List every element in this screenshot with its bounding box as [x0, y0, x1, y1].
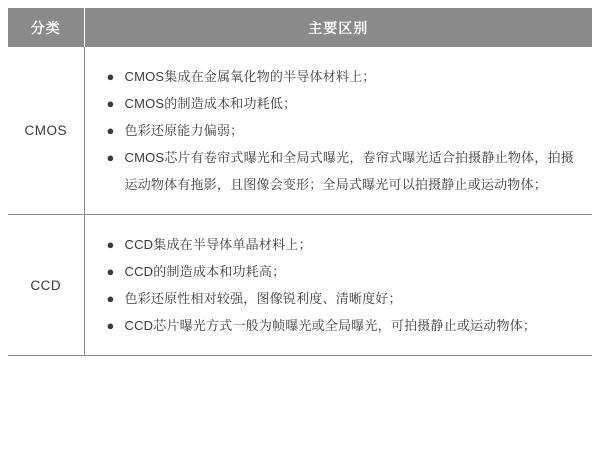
bullet-list-ccd	[107, 231, 575, 339]
bullet-icon: ●	[106, 96, 115, 111]
list-item-text: CCD芯片曝光方式一般为帧曝光或全局曝光，可拍摄静止或运动物体；	[124, 318, 537, 333]
table-row	[8, 47, 592, 215]
list-item	[107, 231, 575, 258]
list-item	[107, 144, 575, 198]
list-item	[107, 285, 575, 312]
list-item-text: 色彩还原能力偏弱；	[124, 123, 244, 138]
list-item-text: CMOS的制造成本和功耗低；	[124, 96, 297, 111]
row-details-cmos	[84, 47, 592, 215]
list-item-text: CMOS集成在金属氧化物的半导体材料上；	[124, 69, 376, 84]
column-header-category: 分类	[8, 9, 84, 48]
bullet-list-cmos	[107, 63, 575, 198]
table-body	[8, 47, 592, 356]
table-row	[8, 215, 592, 356]
column-header-difference: 主要区别	[84, 9, 592, 48]
bullet-icon: ●	[106, 291, 115, 306]
list-item	[107, 117, 575, 144]
list-item-text: 色彩还原性相对较强，图像锐利度、清晰度好；	[124, 291, 402, 306]
list-item	[107, 63, 575, 90]
row-details-ccd	[84, 215, 592, 356]
bullet-icon: ●	[106, 69, 115, 84]
bullet-icon: ●	[106, 264, 115, 279]
table-header	[8, 9, 592, 48]
list-item	[107, 258, 575, 285]
bullet-icon: ●	[106, 150, 115, 165]
bullet-icon: ●	[106, 237, 115, 252]
comparison-table	[8, 8, 592, 356]
bullet-icon: ●	[106, 318, 115, 333]
row-category-ccd: CCD	[8, 215, 84, 356]
list-item-text: CCD集成在半导体单晶材料上；	[124, 237, 312, 252]
bullet-icon: ●	[106, 123, 115, 138]
list-item-text: CCD的制造成本和功耗高；	[124, 264, 286, 279]
list-item	[107, 90, 575, 117]
row-category-cmos: CMOS	[8, 47, 84, 215]
list-item	[107, 312, 575, 339]
header-row	[8, 9, 592, 48]
list-item-text: CMOS芯片有卷帘式曝光和全局式曝光，卷帘式曝光适合拍摄静止物体，拍摄运动物体有拖影，且图像会变形；全局式曝光可以拍摄静止或运动物体；	[124, 150, 574, 192]
